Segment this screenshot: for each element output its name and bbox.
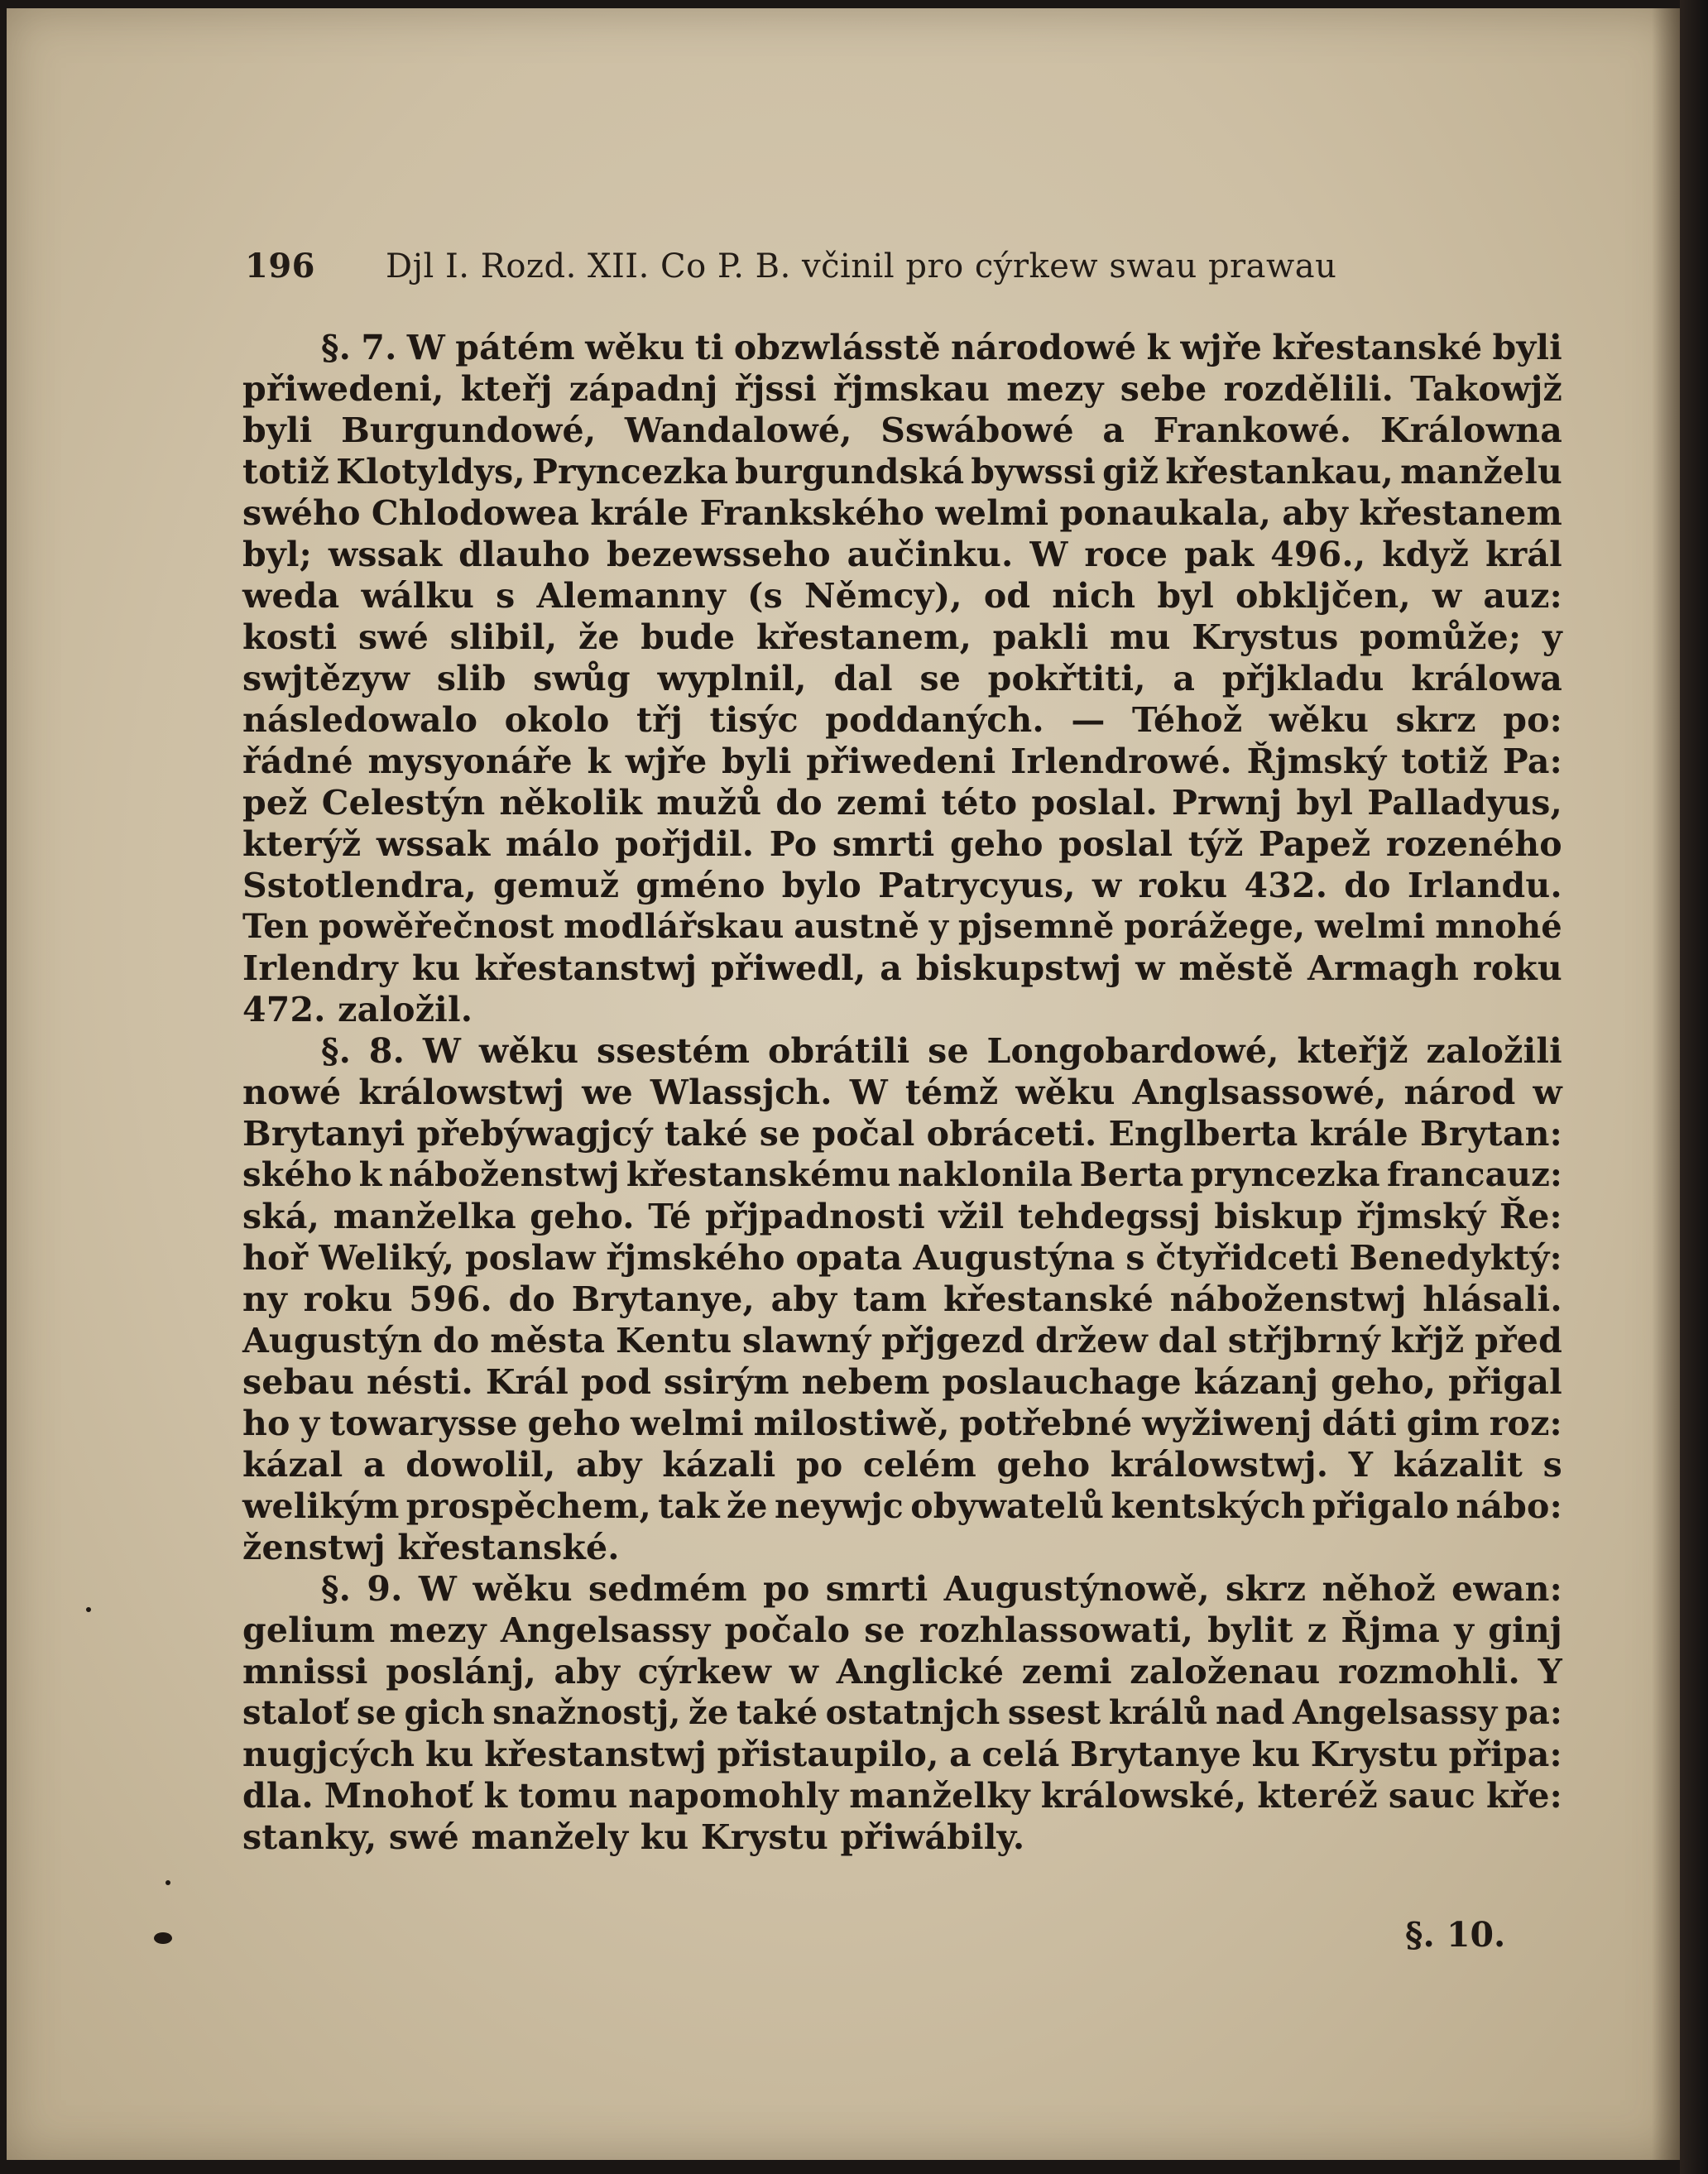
- text-line: Augustýn do města Kentu slawný přjgezd držew dal střjbrný křjž před: [242, 1321, 1562, 1361]
- text-line: Irlendry ku křestanstwj přiwedl, a biskupstwj w městě Armagh roku: [242, 948, 1562, 988]
- ink-speck: [86, 1607, 91, 1612]
- text-line: ská, manželka geho. Té přjpadnosti vžil tehdegssj biskup řjmský Ře:: [242, 1197, 1562, 1236]
- text-line: staloť se gich snažnostj, že také ostatnjch ssest králů nad Angelsassy pa:: [242, 1693, 1562, 1732]
- text-line: §. 9. W wěku sedmém po smrti Augustýnowě, skrz něhož ewan:: [321, 1569, 1562, 1609]
- text-line: následowalo okolo třj tisýc poddaných. — Téhož wěku skrz po:: [242, 700, 1562, 740]
- text-line: kterýž wssak málo pořjdil. Po smrti geho poslal týž Papež rozeného: [242, 824, 1562, 864]
- text-line: totiž Klotyldys, Pryncezka burgundská bywssi giž křestankau, manželu: [242, 452, 1562, 492]
- text-line: ny roku 596. do Brytanye, aby tam křestanské náboženstwj hlásali.: [242, 1279, 1562, 1319]
- running-title: Djl I. Rozd. XII. Co P. B. včinil pro cýrkew swau prawau: [386, 247, 1337, 286]
- text-line: mnissi poslánj, aby cýrkew w Anglické zemi založenau rozmohli. Y: [242, 1652, 1562, 1692]
- text-line: ženstwj křestanské.: [242, 1528, 620, 1567]
- text-line: Sstotlendra, gemuž gméno bylo Patrycyus, w roku 432. do Irlandu.: [242, 866, 1562, 905]
- text-line: byli Burgundowé, Wandalowé, Sswábowé a Frankowé. Králowna: [242, 410, 1562, 450]
- book-page: [7, 8, 1680, 2160]
- text-line: kosti swé slibil, že bude křestanem, pakli mu Krystus pomůže; y: [242, 617, 1562, 657]
- catchword: §. 10.: [1405, 1915, 1506, 1955]
- text-line: swjtězyw slib swůg wyplnil, dal se pokřtiti, a přjkladu králowa: [242, 659, 1562, 698]
- text-line: přiwedeni, kteřj západnj řjssi řjmskau mezy sebe rozdělili. Takowjž: [242, 369, 1562, 409]
- text-line: 472. založil.: [242, 990, 473, 1029]
- text-line: pež Celestýn několik mužů do zemi této poslal. Prwnj byl Palladyus,: [242, 783, 1562, 823]
- text-line: Brytanyi přebýwagjcý také se počal obráceti. Englberta krále Brytan:: [242, 1114, 1562, 1154]
- page-body: [242, 327, 1562, 1858]
- text-line: kázal a dowolil, aby kázali po celém geho králowstwj. Y kázalit s: [242, 1445, 1562, 1485]
- text-line: byl; wssak dlauho bezewsseho aučinku. W roce pak 496., když král: [242, 535, 1562, 574]
- text-line: sebau nésti. Král pod ssirým nebem poslauchage kázanj geho, přigal: [242, 1362, 1562, 1402]
- text-line: §. 8. W wěku ssestém obrátili se Longobardowé, kteřjž založili: [321, 1031, 1562, 1071]
- text-line: weda wálku s Alemanny (s Němcy), od nich byl obkljčen, w auz:: [242, 576, 1562, 616]
- ink-speck: [166, 1880, 170, 1885]
- text-line: řádné mysyonáře k wjře byli přiwedeni Irlendrowé. Řjmský totiž Pa:: [242, 741, 1562, 781]
- text-line: nowé králowstwj we Wlassjch. W témž wěku Anglsassowé, národ w: [242, 1073, 1562, 1112]
- page-number: 196: [245, 247, 315, 286]
- text-line: hoř Weliký, poslaw řjmského opata Augustýna s čtyřidceti Benedyktý:: [242, 1238, 1562, 1278]
- text-line: gelium mezy Angelsassy počalo se rozhlassowati, bylit z Řjma y ginj: [242, 1610, 1562, 1650]
- text-line: §. 7. W pátém wěku ti obzwlásstě národowé k wjře křestanské byli: [321, 328, 1562, 367]
- text-line: nugjcých ku křestanstwj přistaupilo, a celá Brytanye ku Krystu připa:: [242, 1735, 1562, 1774]
- text-line: dla. Mnohoť k tomu napomohly manželky králowské, kteréž sauc kře:: [242, 1776, 1562, 1816]
- text-line: welikým prospěchem, tak že neywjc obywatelů kentských přigalo nábo:: [242, 1486, 1562, 1526]
- text-line: ho y towarysse geho welmi milostiwě, potřebné wyžiwenj dáti gim roz:: [242, 1404, 1562, 1443]
- text-line: stanky, swé manžely ku Krystu přiwábily.: [242, 1817, 1025, 1857]
- running-header: [245, 247, 1428, 286]
- page-edge-shadow: [1680, 0, 1708, 2174]
- text-line: ského k náboženstwj křestanskému naklonila Berta pryncezka francauz:: [242, 1155, 1562, 1194]
- ink-speck: [154, 1932, 172, 1944]
- text-line: swého Chlodowea krále Frankského welmi ponaukala, aby křestanem: [242, 493, 1562, 533]
- text-line: Ten powěřečnost modlářskau austně y pjsemně porážege, welmi mnohé: [242, 907, 1562, 946]
